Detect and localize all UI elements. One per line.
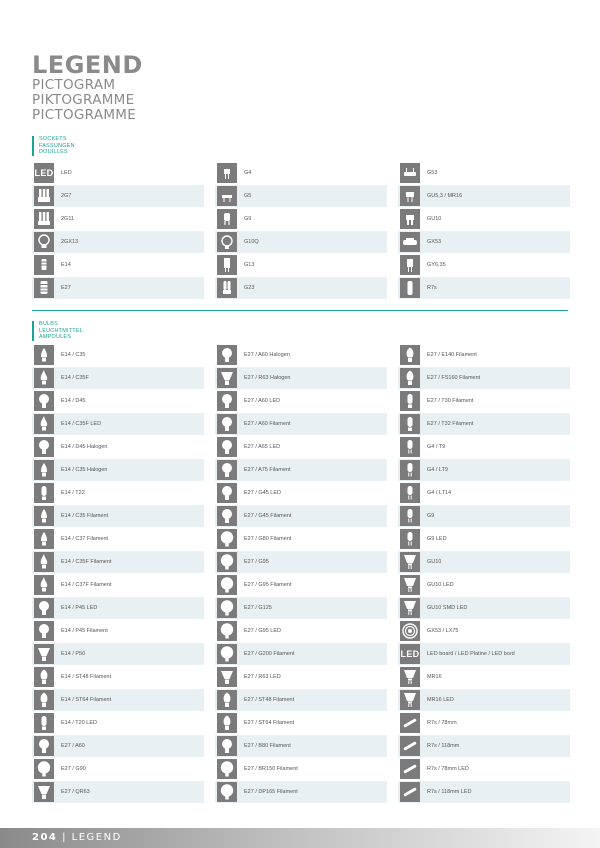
legend-item <box>32 277 204 299</box>
legend-item-label: GU10 SMD LED <box>427 605 468 611</box>
bulbs-label-fr: AMPOULES <box>39 334 72 340</box>
led-text-icon <box>34 163 54 183</box>
r7s-socket-icon <box>400 278 420 298</box>
legend-item <box>32 162 204 184</box>
legend-item-label: G9 <box>244 216 252 222</box>
edison-bulb-icon <box>400 368 420 388</box>
legend-item <box>398 277 570 299</box>
candle-bulb-icon <box>34 529 54 549</box>
legend-item-label: G23 <box>244 285 255 291</box>
legend-item <box>215 781 387 803</box>
g5-socket-icon <box>217 186 237 206</box>
legend-item <box>32 666 204 688</box>
reflector-bulb-icon <box>34 644 54 664</box>
legend-item <box>32 781 204 803</box>
round-bulb-icon <box>34 437 54 457</box>
globe-bulb-icon <box>217 529 237 549</box>
edison-bulb-icon <box>217 690 237 710</box>
legend-item <box>32 551 204 573</box>
legend-item-label: GU10 LED <box>427 582 454 588</box>
legend-item <box>215 413 387 435</box>
legend-item <box>32 597 204 619</box>
round-bulb-icon <box>34 621 54 641</box>
legend-item-label: E14 / C35 Filament <box>61 513 109 519</box>
legend-item-label: E27 / A60 Filament <box>244 421 291 427</box>
legend-item <box>32 185 204 207</box>
legend-item <box>398 666 570 688</box>
legend-item-label: E27 / G95 <box>244 559 269 565</box>
round-bulb-icon <box>217 391 237 411</box>
legend-item-label: E27 / DP165 Filament <box>244 789 298 795</box>
legend-item-label: E14 / ST48 Filament <box>61 674 112 680</box>
spot-bulb-icon <box>400 667 420 687</box>
legend-item <box>215 436 387 458</box>
capsule-bulb-icon <box>400 483 420 503</box>
round-bulb-icon <box>217 483 237 503</box>
gx53-socket-icon <box>400 232 420 252</box>
legend-item <box>215 758 387 780</box>
linear-bulb-icon <box>400 759 420 779</box>
legend-item <box>32 689 204 711</box>
legend-item-label: 2G7 <box>61 193 72 199</box>
legend-item-label: G5 <box>244 193 252 199</box>
legend-item-label: E27 / G95 Filament <box>244 582 292 588</box>
legend-item <box>398 254 570 276</box>
legend-item <box>215 254 387 276</box>
legend-item-label: E27 / G80 Filament <box>244 536 292 542</box>
edison-bulb-icon <box>217 713 237 733</box>
round-bulb-icon <box>217 736 237 756</box>
led-text-glyph: LED <box>34 168 54 178</box>
legend-item <box>398 528 570 550</box>
g53-socket-icon <box>400 163 420 183</box>
legend-item-label: R7s / 118mm <box>427 743 460 749</box>
2gx13-socket-icon <box>34 232 54 252</box>
legend-item <box>32 413 204 435</box>
gy635-socket-icon <box>400 255 420 275</box>
legend-item-label: E27 / A60 LED <box>244 398 281 404</box>
candle-flame-bulb-icon <box>34 552 54 572</box>
footer-section: LEGEND <box>71 832 122 843</box>
candle-flame-bulb-icon <box>34 414 54 434</box>
round-bulb-icon <box>34 736 54 756</box>
legend-item <box>32 735 204 757</box>
legend-item-label: E14 / C35 <box>61 352 86 358</box>
candle-bulb-icon <box>34 460 54 480</box>
round-bulb-icon <box>217 437 237 457</box>
tube-bulb-icon <box>34 713 54 733</box>
legend-item <box>215 344 387 366</box>
legend-item-label: E14 <box>61 262 71 268</box>
legend-item-label: E27 / A65 LED <box>244 444 281 450</box>
legend-item-label: E14 / D45 <box>61 398 86 404</box>
legend-item-label: MR16 <box>427 674 442 680</box>
legend-item <box>215 367 387 389</box>
e14-socket-icon <box>34 255 54 275</box>
legend-item-label: MR16 LED <box>427 697 454 703</box>
sockets-label-fr: DOUILLES <box>39 149 68 155</box>
footer-text <box>32 832 122 843</box>
page-title-block <box>32 52 143 123</box>
legend-item <box>215 712 387 734</box>
g9-socket-icon <box>217 209 237 229</box>
legend-item <box>32 528 204 550</box>
legend-item <box>215 390 387 412</box>
legend-item <box>398 712 570 734</box>
linear-bulb-icon <box>400 782 420 802</box>
legend-item-label: E14 / C37F Filament <box>61 582 112 588</box>
legend-item-label: G4 / T9 <box>427 444 446 450</box>
legend-item <box>398 162 570 184</box>
legend-item-label: R7s / 78mm LED <box>427 766 469 772</box>
legend-item-label: E27 / G95 LED <box>244 628 281 634</box>
legend-item-label: E27 / A60 Halogen <box>244 352 290 358</box>
tube-bulb-icon <box>34 483 54 503</box>
legend-item-label: E27 / T30 Filament <box>427 398 474 404</box>
globe-bulb-icon <box>217 759 237 779</box>
legend-item-label: GU10 <box>427 559 442 565</box>
candle-bulb-icon <box>34 506 54 526</box>
legend-item <box>32 208 204 230</box>
legend-item <box>32 390 204 412</box>
legend-item-label: E14 / P45 LED <box>61 605 98 611</box>
led-text-icon <box>400 644 420 664</box>
legend-item <box>398 643 570 665</box>
legend-item <box>32 712 204 734</box>
legend-item <box>32 620 204 642</box>
legend-item <box>398 367 570 389</box>
legend-item <box>398 758 570 780</box>
candle-bulb-icon <box>34 345 54 365</box>
legend-item-label: GY6,35 <box>427 262 446 268</box>
legend-item <box>398 482 570 504</box>
legend-item <box>215 505 387 527</box>
legend-item-label: R7s / 118mm LED <box>427 789 472 795</box>
sockets-section-label <box>32 136 75 156</box>
legend-item-label: LED <box>61 170 72 176</box>
legend-item-label: E27 / BR150 Filament <box>244 766 298 772</box>
legend-item <box>32 505 204 527</box>
edison-bulb-icon <box>34 690 54 710</box>
legend-item <box>398 185 570 207</box>
bulbs-section-label <box>32 321 83 341</box>
legend-item-label: 2G11 <box>61 216 75 222</box>
legend-item-label: E14 / P50 <box>61 651 86 657</box>
footer-separator: | <box>62 832 67 843</box>
legend-item <box>398 689 570 711</box>
legend-item <box>215 185 387 207</box>
legend-item-label: E14 / C35F LED <box>61 421 102 427</box>
spot-bulb-icon <box>400 598 420 618</box>
gu10-socket-icon <box>400 209 420 229</box>
globe-bulb-icon <box>217 621 237 641</box>
legend-item-label: G4 / LT9 <box>427 467 448 473</box>
legend-item-label: G13 <box>244 262 255 268</box>
legend-item-label: E27 / B80 Filament <box>244 743 291 749</box>
legend-item <box>32 436 204 458</box>
legend-item-label: LED board / LED Platine / LED bord <box>427 651 515 657</box>
reflector-bulb-icon <box>217 368 237 388</box>
g4-socket-icon <box>217 163 237 183</box>
legend-item <box>398 459 570 481</box>
legend-item <box>398 597 570 619</box>
legend-item-label: GX53 / LX75 <box>427 628 459 634</box>
legend-item-label: E27 / R63 LED <box>244 674 281 680</box>
legend-item-label: E14 / D45 Halogen <box>61 444 108 450</box>
sockets-label-en: SOCKETS <box>39 136 67 142</box>
disc-bulb-icon <box>400 621 420 641</box>
legend-item-label: G9 <box>427 513 435 519</box>
legend-item-label: G53 <box>427 170 438 176</box>
legend-item <box>215 277 387 299</box>
legend-item-label: G4 <box>244 170 252 176</box>
legend-item-label: E14 / C35F <box>61 375 89 381</box>
legend-item <box>398 413 570 435</box>
legend-item-label: GU5,3 / MR16 <box>427 193 463 199</box>
round-bulb-icon <box>217 345 237 365</box>
legend-item-label: GU10 <box>427 216 442 222</box>
globe-bulb-icon <box>34 759 54 779</box>
round-bulb-icon <box>34 598 54 618</box>
legend-item <box>215 459 387 481</box>
candle-flame-bulb-icon <box>34 575 54 595</box>
subtitle-de: PIKTOGRAMME <box>32 92 135 108</box>
legend-item <box>398 551 570 573</box>
reflector-bulb-icon <box>217 667 237 687</box>
legend-item-label: E27 / G90 <box>61 766 86 772</box>
legend-item <box>32 758 204 780</box>
legend-item-label: E27 / A75 Filament <box>244 467 291 473</box>
legend-item-label: E14 / ST64 Filament <box>61 697 112 703</box>
legend-item-label: E14 / T22 <box>61 490 85 496</box>
globe-bulb-icon <box>217 575 237 595</box>
legend-item <box>215 528 387 550</box>
legend-item <box>32 231 204 253</box>
legend-item-label: 2GX13 <box>61 239 79 245</box>
legend-item <box>398 208 570 230</box>
legend-item-label: E27 / G45 LED <box>244 490 281 496</box>
legend-item <box>398 574 570 596</box>
subtitle-en: PICTOGRAM <box>32 77 116 93</box>
legend-item-label: E14 / C35F Filament <box>61 559 112 565</box>
legend-item <box>398 231 570 253</box>
2g11-socket-icon <box>34 209 54 229</box>
subtitle-fr: PICTOGRAMME <box>32 107 137 123</box>
legend-item <box>398 436 570 458</box>
legend-item <box>215 735 387 757</box>
page-title: LEGEND <box>32 51 143 79</box>
capsule-bulb-icon <box>400 437 420 457</box>
legend-item-label: E14 / C37 Filament <box>61 536 109 542</box>
g10q-socket-icon <box>217 232 237 252</box>
capsule-bulb-icon <box>400 529 420 549</box>
legend-item-label: E27 / T32 Filament <box>427 421 474 427</box>
legend-item <box>32 344 204 366</box>
legend-item <box>215 551 387 573</box>
legend-item-label: G10Q <box>244 239 259 245</box>
legend-item <box>398 735 570 757</box>
capsule-bulb-icon <box>400 506 420 526</box>
legend-item-label: G9 LED <box>427 536 447 542</box>
linear-bulb-icon <box>400 736 420 756</box>
legend-item <box>398 344 570 366</box>
legend-item <box>398 620 570 642</box>
legend-item-label: E14 / C35 Halogen <box>61 467 108 473</box>
legend-item-label: E14 / P45 Filament <box>61 628 108 634</box>
globe-bulb-icon <box>217 598 237 618</box>
g23-socket-icon <box>217 278 237 298</box>
bulbs-label-en: BULBS <box>39 321 59 327</box>
legend-item <box>215 162 387 184</box>
g13-socket-icon <box>217 255 237 275</box>
2g7-socket-icon <box>34 186 54 206</box>
spot-bulb-icon <box>400 690 420 710</box>
round-bulb-icon <box>217 460 237 480</box>
linear-bulb-icon <box>400 713 420 733</box>
legend-item <box>215 666 387 688</box>
page-number: 204 <box>32 832 58 843</box>
legend-item <box>32 367 204 389</box>
legend-item <box>32 254 204 276</box>
legend-item-label: G4 / LT14 <box>427 490 452 496</box>
tube-bulb-icon <box>400 414 420 434</box>
e27-socket-icon <box>34 278 54 298</box>
globe-bulb-icon <box>217 644 237 664</box>
legend-item-label: E27 / QR63 <box>61 789 90 795</box>
sockets-label-de: FASSUNGEN <box>39 142 75 149</box>
legend-item <box>215 597 387 619</box>
legend-item-label: E27 / G45 Filament <box>244 513 292 519</box>
legend-item-label: E27 / G200 Filament <box>244 651 295 657</box>
legend-item-label: GX53 <box>427 239 442 245</box>
capsule-bulb-icon <box>400 460 420 480</box>
legend-item-label: E27 <box>61 285 71 291</box>
globe-bulb-icon <box>217 782 237 802</box>
legend-item <box>32 574 204 596</box>
legend-item-label: E27 / ST64 Filament <box>244 720 295 726</box>
legend-item-label: E27 / FS160 Filament <box>427 375 481 381</box>
edison-bulb-icon <box>400 345 420 365</box>
section-divider <box>32 310 568 311</box>
legend-item-label: E27 / ST48 Filament <box>244 697 295 703</box>
globe-bulb-icon <box>217 552 237 572</box>
legend-item <box>32 482 204 504</box>
legend-item <box>32 643 204 665</box>
gu53-socket-icon <box>400 186 420 206</box>
legend-item <box>215 574 387 596</box>
legend-item-label: E27 / E140 Filament <box>427 352 477 358</box>
round-bulb-icon <box>217 414 237 434</box>
candle-flame-bulb-icon <box>34 368 54 388</box>
round-bulb-icon <box>217 506 237 526</box>
legend-item <box>32 459 204 481</box>
legend-item <box>398 781 570 803</box>
legend-item-label: E27 / G125 <box>244 605 272 611</box>
reflector-bulb-icon <box>34 782 54 802</box>
legend-item <box>215 208 387 230</box>
edison-bulb-icon <box>34 667 54 687</box>
spot-bulb-icon <box>400 552 420 572</box>
legend-item <box>215 231 387 253</box>
legend-item-label: E27 / A60 <box>61 743 85 749</box>
led-text-glyph: LED <box>400 649 420 659</box>
legend-item <box>215 482 387 504</box>
tube-bulb-icon <box>400 391 420 411</box>
round-bulb-icon <box>34 391 54 411</box>
legend-item-label: E27 / R63 Halogen <box>244 375 291 381</box>
legend-item-label: E14 / T20 LED <box>61 720 97 726</box>
legend-item <box>215 643 387 665</box>
bulbs-label-de: LEUCHTMITTEL <box>39 327 83 334</box>
legend-item-label: R7s <box>427 285 437 291</box>
legend-item <box>398 390 570 412</box>
legend-item-label: R7s / 78mm <box>427 720 457 726</box>
legend-item <box>215 689 387 711</box>
legend-item <box>398 505 570 527</box>
spot-bulb-icon <box>400 575 420 595</box>
legend-item <box>215 620 387 642</box>
